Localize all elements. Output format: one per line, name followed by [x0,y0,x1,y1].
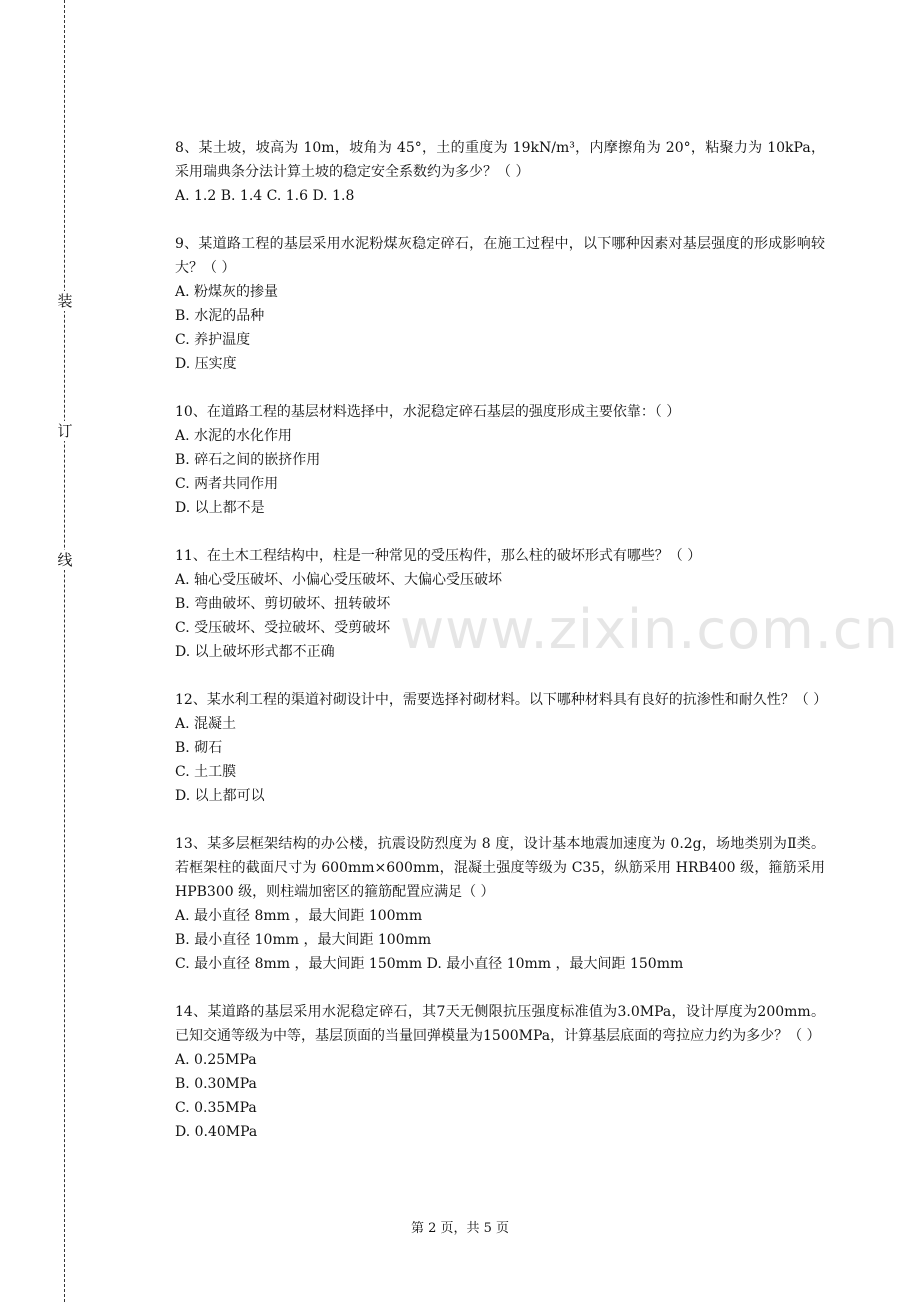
question-9 [175,232,825,376]
question-11 [175,544,825,664]
question-13 [175,832,825,976]
question-stem: 10、在道路工程的基层材料选择中，水泥稳定碎石基层的强度形成主要依靠：（ ） [175,404,681,420]
option-d: D. 以上破坏形式都不正确 [175,644,335,660]
option-a: A. 最小直径 8mm ，最大间距 100mm [175,908,423,924]
option-c-d: C. 最小直径 8mm ，最大间距 150mm D. 最小直径 10mm ，最大间距 150mm [175,956,684,972]
binding-char-xian: 线 [57,551,73,569]
question-12 [175,688,828,808]
option-a: A. 轴心受压破坏、小偏心受压破坏、大偏心受压破坏 [175,572,503,588]
option-c: C. 两者共同作用 [175,476,279,492]
option-b: B. 弯曲破坏、剪切破坏、扭转破坏 [175,596,391,612]
question-8 [175,136,825,208]
question-10 [175,400,825,520]
option-a: A. 水泥的水化作用 [175,428,293,444]
question-stem: 9、某道路工程的基层采用水泥粉煤灰稳定碎石，在施工过程中，以下哪种因素对基层强度的形成影响较大？（ ） [175,236,825,276]
option-d: D. 压实度 [175,356,237,372]
option-a: A. 混凝土 [175,716,237,732]
question-stem: 13、某多层框架结构的办公楼，抗震设防烈度为 8 度，设计基本地震加速度为 0.2g，场地类别为Ⅱ类。若框架柱的截面尺寸为 600mm×600mm，混凝土强度等级为 C35，纵筋采用 HRB400 级，箍筋采用 HPB300 级，则柱端加密区的箍筋配置应满足（ ） [175,836,825,900]
option-b: B. 0.30MPa [175,1076,257,1092]
option-b: B. 最小直径 10mm ，最大间距 100mm [175,932,432,948]
option-c: C. 0.35MPa [175,1100,257,1116]
option-b: B. 碎石之间的嵌挤作用 [175,452,321,468]
binding-char-ding: 订 [57,422,73,440]
option-a: A. 0.25MPa [175,1052,257,1068]
option-c: C. 受压破坏、受拉破坏、受剪破坏 [175,620,391,636]
option-c: C. 养护温度 [175,332,251,348]
option-d: D. 0.40MPa [175,1124,258,1140]
option-b: B. 水泥的品种 [175,308,265,324]
option-c: C. 土工膜 [175,764,237,780]
binding-char-zhuang: 装 [57,292,73,310]
watermark: www.zixin.com.cn [400,598,899,661]
option-d: D. 以上都不是 [175,500,265,516]
option-d: D. 以上都可以 [175,788,265,804]
binding-dashed-line [64,0,65,1302]
question-stem: 12、某水利工程的渠道衬砌设计中，需要选择衬砌材料。以下哪种材料具有良好的抗渗性和耐久性？（ ） [175,692,828,708]
question-14 [175,1000,825,1144]
question-stem: 14、某道路的基层采用水泥稳定碎石，其7天无侧限抗压强度标准值为3.0MPa，设计厚度为200mm。已知交通等级为中等，基层顶面的当量回弹模量为1500MPa，计算基层底面的弯拉应力约为多少？（ ） [175,1004,825,1044]
question-stem: 8、某土坡，坡高为 10m，坡角为 45°，土的重度为 19kN/m³，内摩擦角为 20°，粘聚力为 10kPa，采用瑞典条分法计算土坡的稳定安全系数约为多少？（ ） [175,140,825,180]
question-list [175,136,828,1168]
page-footer: 第 2 页，共 5 页 [410,1221,510,1236]
option-b: B. 砌石 [175,740,223,756]
question-stem: 11、在土木工程结构中，柱是一种常见的受压构件，那么柱的破坏形式有哪些？（ ） [175,548,702,564]
option-a: A. 粉煤灰的掺量 [175,284,279,300]
option-line: A. 1.2 B. 1.4 C. 1.6 D. 1.8 [175,188,355,204]
